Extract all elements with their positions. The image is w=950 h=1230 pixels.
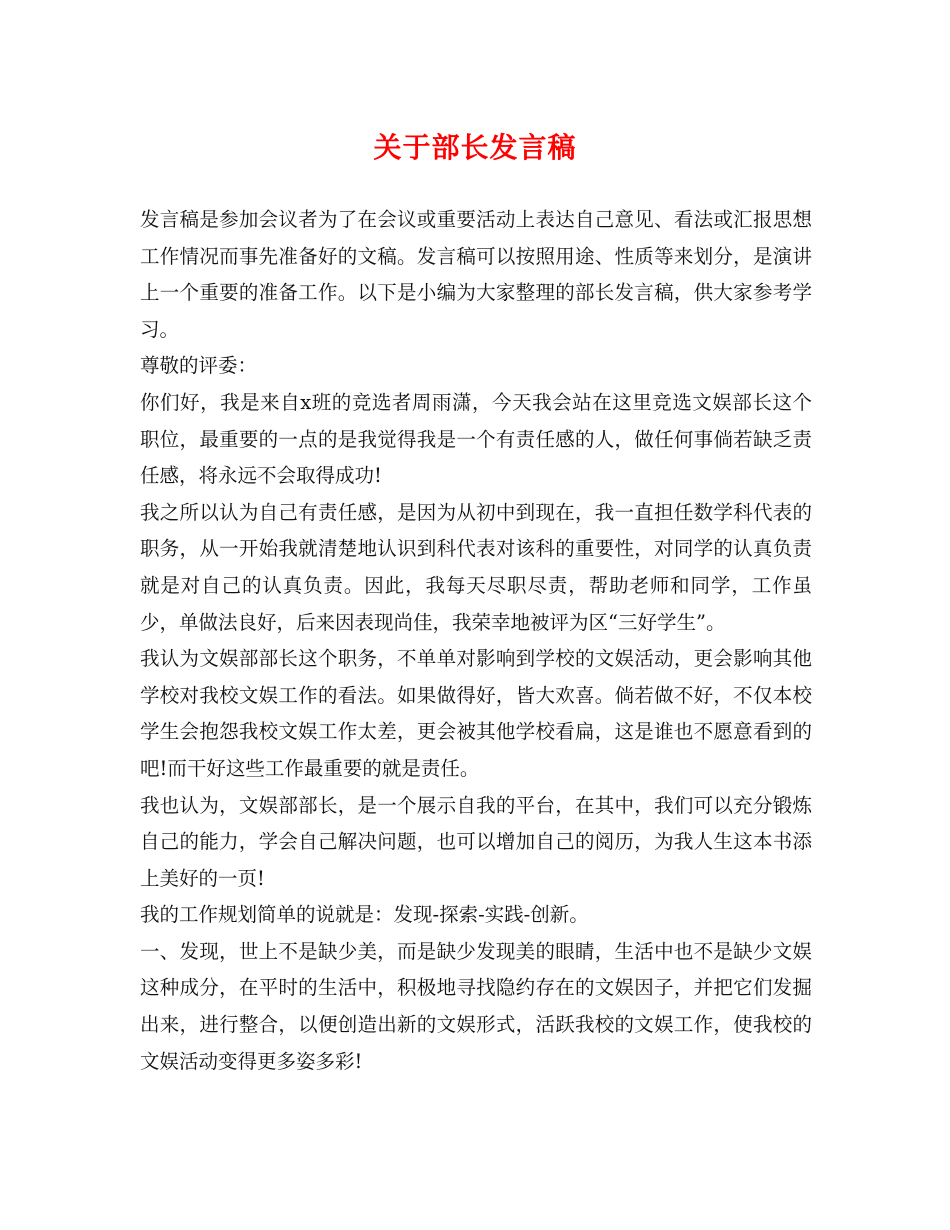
- document-title: 关于部长发言稿: [373, 131, 577, 164]
- paragraph-responsibility: 我之所以认为自己有责任感，是因为从初中到现在，我一直担任数学科代表的职务，从一开始我就清楚地认识到科代表对该科的重要性，对同学的认真负责就是对自己的认真负责。因此，我每天尽职尽责，帮助老师和同学，工作虽少，单做法良好，后来因表现尚佳，我荣幸地被评为区“三好学生”。: [140, 500, 812, 634]
- paragraph-intro: 发言稿是参加会议者为了在会议或重要活动上表达自己意见、看法或汇报思想工作情况而事先准备好的文稿。发言稿可以按照用途、性质等来划分，是演讲上一个重要的准备工作。以下是小编为大家整理的部长发言稿，供大家参考学习。: [140, 208, 812, 341]
- paragraph-role-importance: 我认为文娱部部长这个职务，不单单对影响到学校的文娱活动，更会影响其他学校对我校文娱工作的看法。如果做得好，皆大欢喜。倘若做不好，不仅本校学生会抱怨我校文娱工作太差，更会被其他学校看扁，这是谁也不愿意看到的吧!而干好这些工作最重要的就是责任。: [140, 647, 812, 780]
- paragraph-salutation: 尊敬的评委：: [140, 354, 258, 378]
- paragraph-platform: 我也认为，文娱部部长，是一个展示自我的平台，在其中，我们可以充分锻炼自己的能力，学会自己解决问题，也可以增加自己的阅历，为我人生这本书添上美好的一页!: [140, 793, 812, 890]
- document-body: [140, 202, 812, 1080]
- paragraph-greeting: 你们好，我是来自x班的竞选者周雨潇，今天我会站在这里竞选文娱部长这个职位，最重要的一点的是我觉得我是一个有责任感的人，做任何事倘若缺乏责任感，将永远不会取得成功!: [140, 390, 812, 488]
- paragraph-discover: 一、发现，世上不是缺少美，而是缺少发现美的眼睛，生活中也不是缺少文娱这种成分，在平时的生活中，积极地寻找隐约存在的文娱因子，并把它们发掘出来，进行整合，以便创造出新的文娱形式，活跃我校的文娱工作，使我校的文娱活动变得更多姿多彩!: [140, 939, 812, 1073]
- paragraph-plan: 我的工作规划简单的说就是：发现-探索-实践-创新。: [140, 903, 589, 927]
